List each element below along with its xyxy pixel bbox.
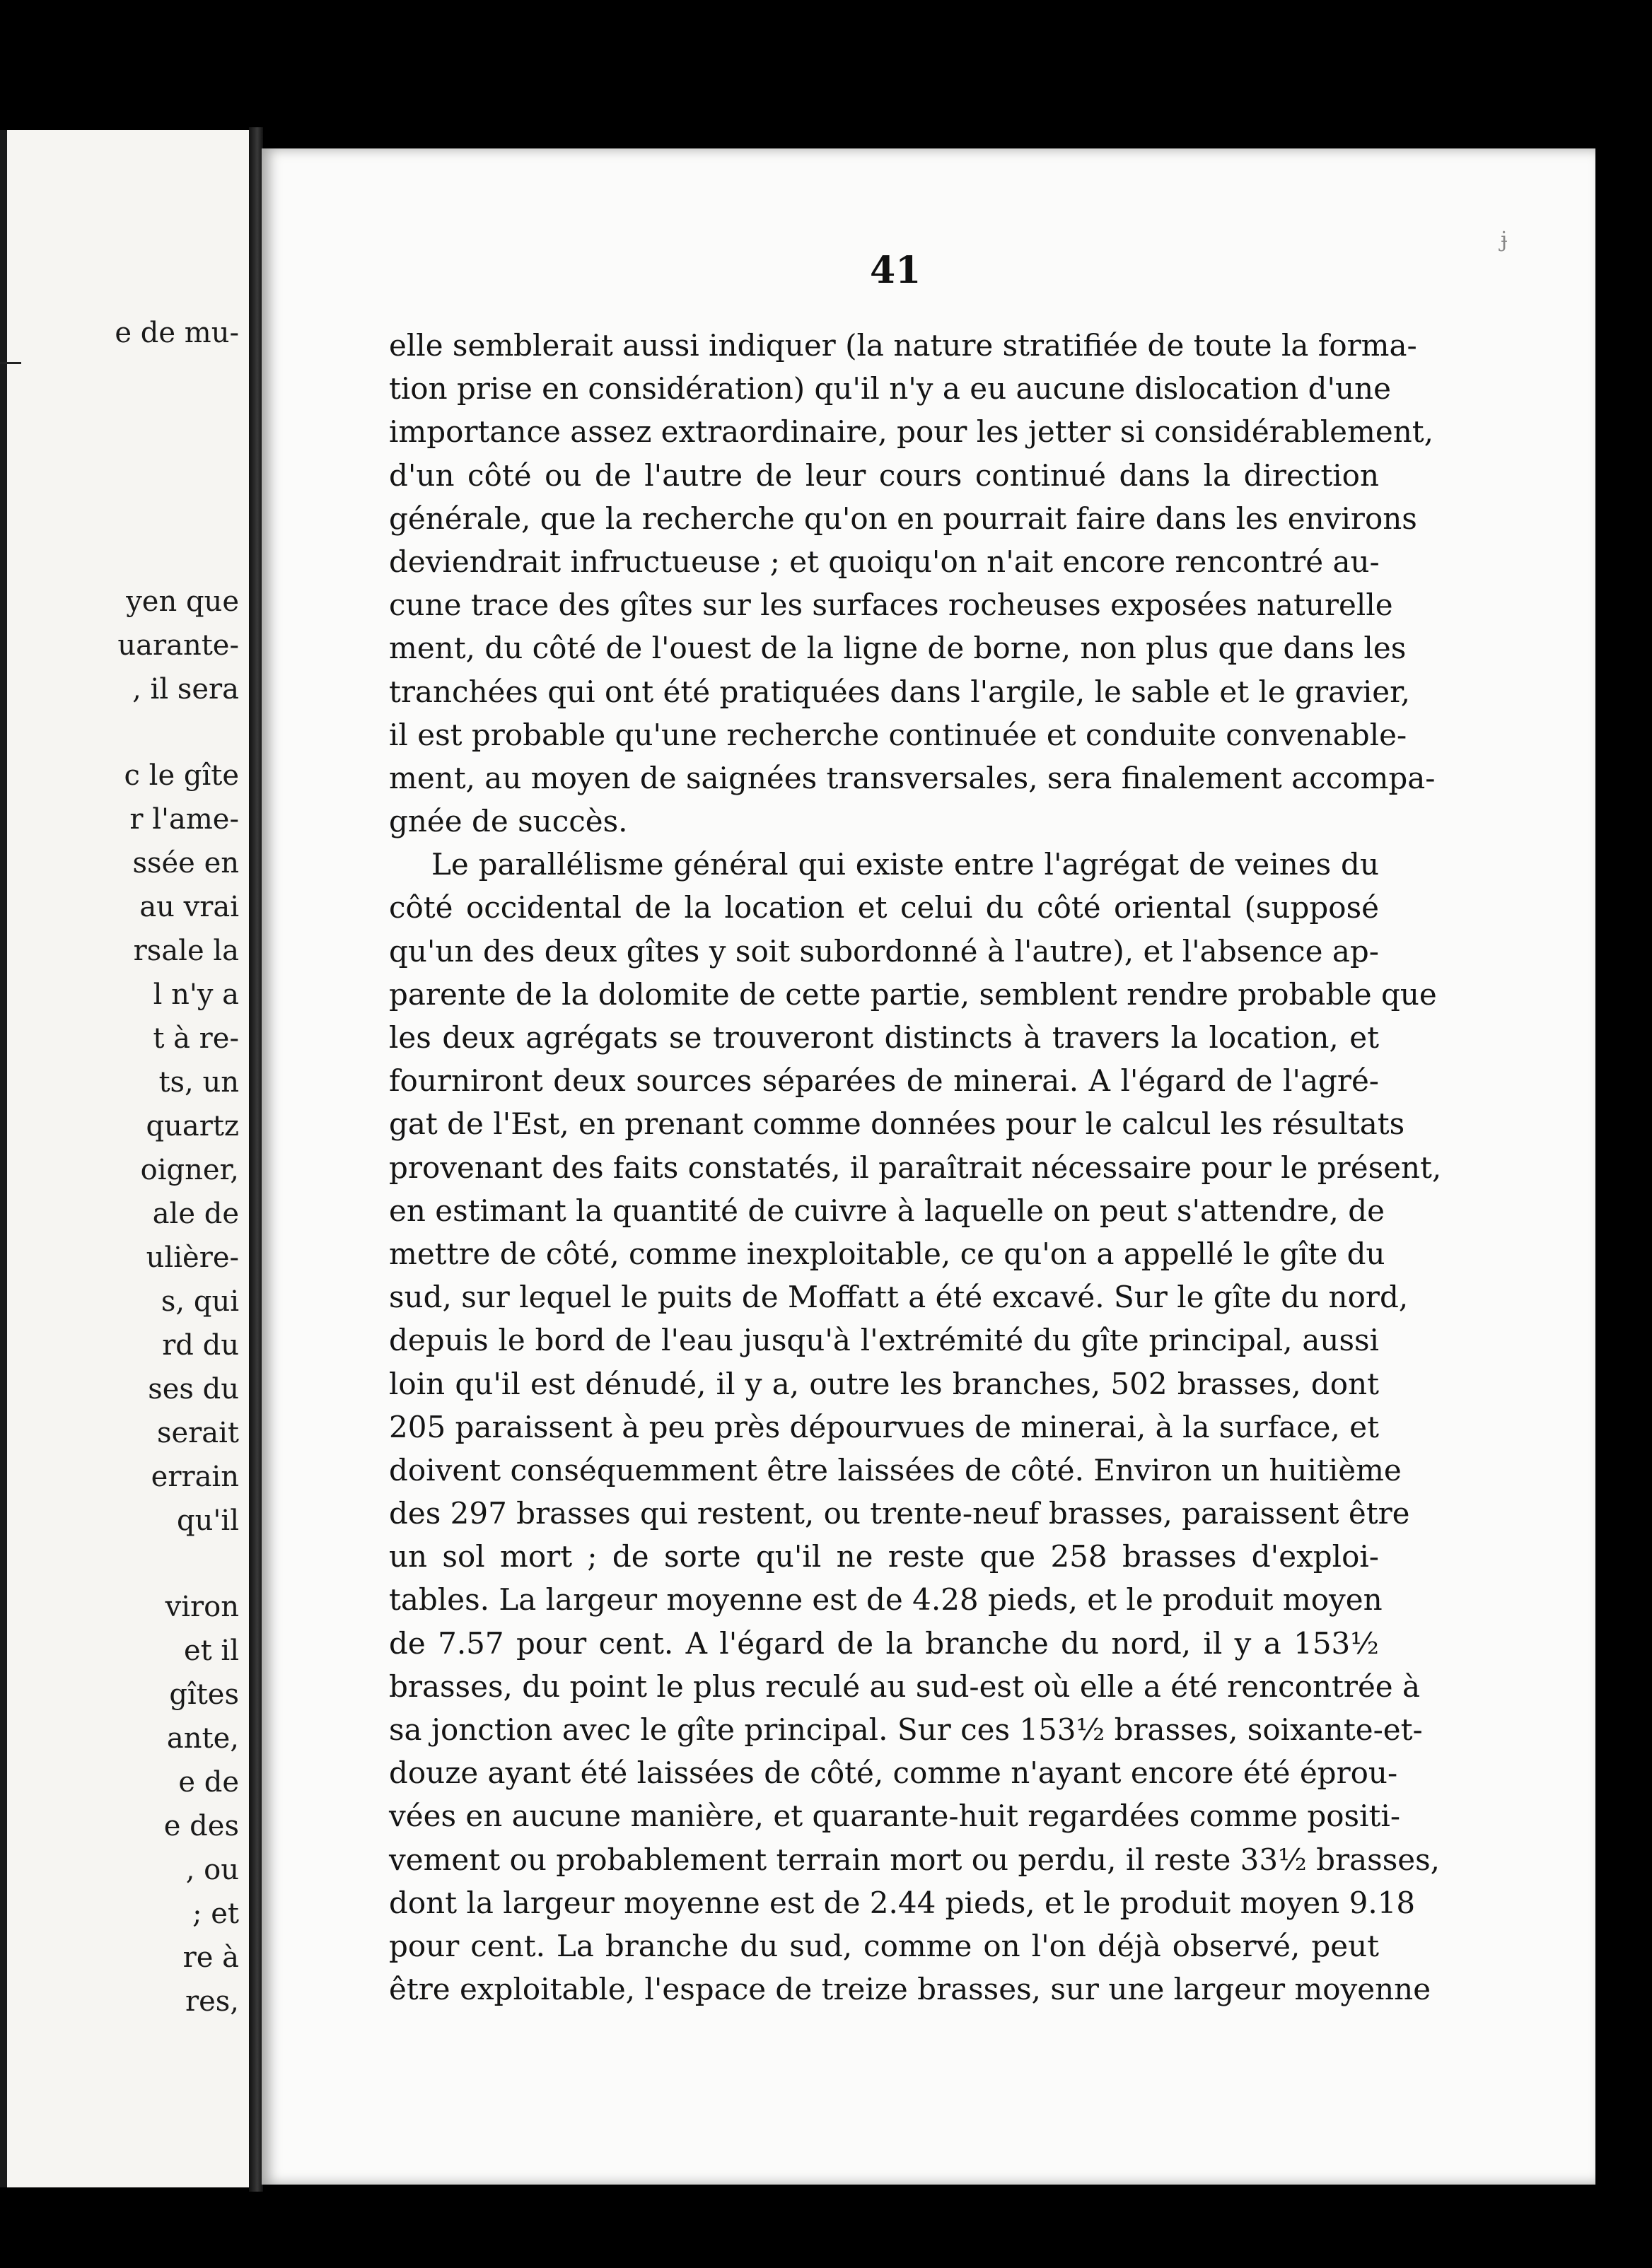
left-page-text-fragment: ssée en: [132, 847, 239, 879]
text-line: elle semblerait aussi indiquer (la nature stratifiée de toute la forma-: [389, 328, 1417, 363]
page-number: 41: [870, 249, 921, 292]
left-page-text-fragment: oigner,: [140, 1154, 239, 1186]
margin-mark: ɉ: [1501, 228, 1508, 252]
text-line: 205 paraissent à peu près dépourvues de minerai, à la surface, et: [389, 1409, 1379, 1444]
text-line: Le parallélisme général qui existe entre l'agrégat de veines du: [431, 847, 1379, 882]
left-page-text-fragment: errain: [151, 1461, 239, 1493]
left-page-text-fragment: ; et: [192, 1898, 239, 1930]
left-page-text-fragment: rd du: [162, 1329, 239, 1362]
left-page-text-fragment: s, qui: [161, 1285, 239, 1318]
left-page-text-fragment: rsale la: [133, 935, 239, 967]
left-page-text-fragment: qu'il: [177, 1504, 239, 1537]
text-line: gnée de succès.: [389, 804, 628, 839]
text-line: depuis le bord de l'eau jusqu'à l'extrémité du gîte principal, aussi: [389, 1323, 1379, 1358]
text-line: provenant des faits constatés, il paraîtrait nécessaire pour le présent,: [389, 1150, 1442, 1185]
left-page-text-fragment: ulière-: [146, 1241, 239, 1274]
text-line: ment, du côté de l'ouest de la ligne de borne, non plus que dans les: [389, 631, 1407, 666]
text-line: vées en aucune manière, et quarante-huit regardées comme positi-: [389, 1799, 1401, 1834]
left-page-text-fragment: re à: [182, 1941, 239, 1974]
text-line: doivent conséquemment être laissées de côté. Environ un huitième: [389, 1452, 1402, 1487]
body-text: [389, 324, 1442, 2011]
left-page-text-fragment: yen que: [126, 585, 239, 618]
text-line: douze ayant été laissées de côté, comme n'ayant encore été éprou-: [389, 1755, 1398, 1791]
left-page-text-fragment: e de mu-: [115, 317, 239, 349]
left-page-text-fragment: uarante-: [117, 629, 239, 662]
text-line: mettre de côté, comme inexploitable, ce qu'on a appellé le gîte du: [389, 1236, 1385, 1271]
left-page-text-fragment: au vrai: [139, 891, 239, 923]
left-page-text-fragment: gîtes: [169, 1678, 239, 1711]
text-line: sud, sur lequel le puits de Moffatt a été excavé. Sur le gîte du nord,: [389, 1280, 1409, 1315]
text-line: de 7.57 pour cent. A l'égard de la branche du nord, il y a 153½: [389, 1625, 1379, 1661]
text-line: parente de la dolomite de cette partie, semblent rendre probable que: [389, 976, 1437, 1012]
text-line: gat de l'Est, en prenant comme données pour le calcul les résultats: [389, 1106, 1405, 1142]
left-page-text-fragment: serait: [156, 1417, 239, 1449]
left-page-text-fragment: t à re-: [153, 1022, 239, 1055]
text-line: ment, au moyen de saignées transversales, sera finalement accompa-: [389, 760, 1436, 795]
left-page-text-fragment: quartz: [146, 1110, 239, 1142]
text-line: sa jonction avec le gîte principal. Sur ces 153½ brasses, soixante-et-: [389, 1712, 1423, 1747]
left-page-text-fragment: e de: [178, 1766, 239, 1799]
text-line: importance assez extraordinaire, pour les jetter si considérablement,: [389, 414, 1433, 450]
text-line: tion prise en considération) qu'il n'y a eu aucune dislocation d'une: [389, 371, 1391, 407]
text-line: les deux agrégats se trouveront distincts à travers la location, et: [389, 1020, 1379, 1055]
left-page-text-fragment: l n'y a: [153, 978, 239, 1011]
text-line: en estimant la quantité de cuivre à laquelle on peut s'attendre, de: [389, 1193, 1385, 1228]
text-line: générale, que la recherche qu'on en pourrait faire dans les environs: [389, 501, 1417, 536]
text-line: être exploitable, l'espace de treize brasses, sur une largeur moyenne: [389, 1972, 1431, 2007]
left-page-text-fragment: et il: [183, 1635, 239, 1667]
left-page-text-fragment: e des: [163, 1810, 239, 1842]
text-line: des 297 brasses qui restent, ou trente-neuf brasses, paraissent être: [389, 1496, 1410, 1531]
left-page-text-fragment: viron: [165, 1591, 239, 1623]
left-page-rule: [0, 362, 21, 364]
left-page-text-fragment: res,: [185, 1985, 239, 2018]
left-page-text-fragment: , ou: [185, 1854, 239, 1886]
left-page-text-fragment: ale de: [152, 1198, 239, 1230]
left-page-text-fragment: , il sera: [132, 673, 239, 706]
text-line: tables. La largeur moyenne est de 4.28 pieds, et le produit moyen: [389, 1582, 1383, 1618]
text-line: côté occidental de la location et celui du côté oriental (supposé: [389, 890, 1379, 925]
left-page: [0, 130, 255, 2187]
text-line: vement ou probablement terrain mort ou perdu, il reste 33½ brasses,: [389, 1842, 1441, 1877]
left-page-text-fragment: ts, un: [158, 1066, 239, 1099]
text-line: cune trace des gîtes sur les surfaces rocheuses exposées naturelle: [389, 588, 1393, 623]
text-line: pour cent. La branche du sud, comme on l'on déjà observé, peut: [389, 1928, 1379, 1963]
left-page-text-fragment: ante,: [166, 1722, 239, 1755]
text-line: brasses, du point le plus reculé au sud-est où elle a été rencontrée à: [389, 1668, 1421, 1704]
text-line: d'un côté ou de l'autre de leur cours continué dans la direction: [389, 457, 1379, 493]
text-line: fourniront deux sources séparées de minerai. A l'égard de l'agré-: [389, 1063, 1379, 1099]
text-line: deviendrait infructueuse ; et quoiqu'on n'ait encore rencontré au-: [389, 544, 1380, 579]
text-line: qu'un des deux gîtes y soit subordonné à l'autre), et l'absence ap-: [389, 933, 1379, 969]
text-line: loin qu'il est dénudé, il y a, outre les branches, 502 brasses, dont: [389, 1366, 1379, 1401]
text-line: dont la largeur moyenne est de 2.44 pieds, et le produit moyen 9.18: [389, 1885, 1416, 1920]
text-line: un sol mort ; de sorte qu'il ne reste que 258 brasses d'exploi-: [389, 1539, 1379, 1574]
book-spine: [249, 127, 263, 2192]
text-line: tranchées qui ont été pratiquées dans l'argile, le sable et le gravier,: [389, 674, 1410, 709]
left-page-text-fragment: ses du: [148, 1373, 239, 1405]
left-page-gutter-shadow: [0, 130, 7, 2187]
left-page-text-fragment: r l'ame-: [129, 803, 239, 836]
text-line: il est probable qu'une recherche continuée et conduite convenable-: [389, 717, 1407, 752]
left-page-text-fragment: c le gîte: [124, 759, 239, 792]
